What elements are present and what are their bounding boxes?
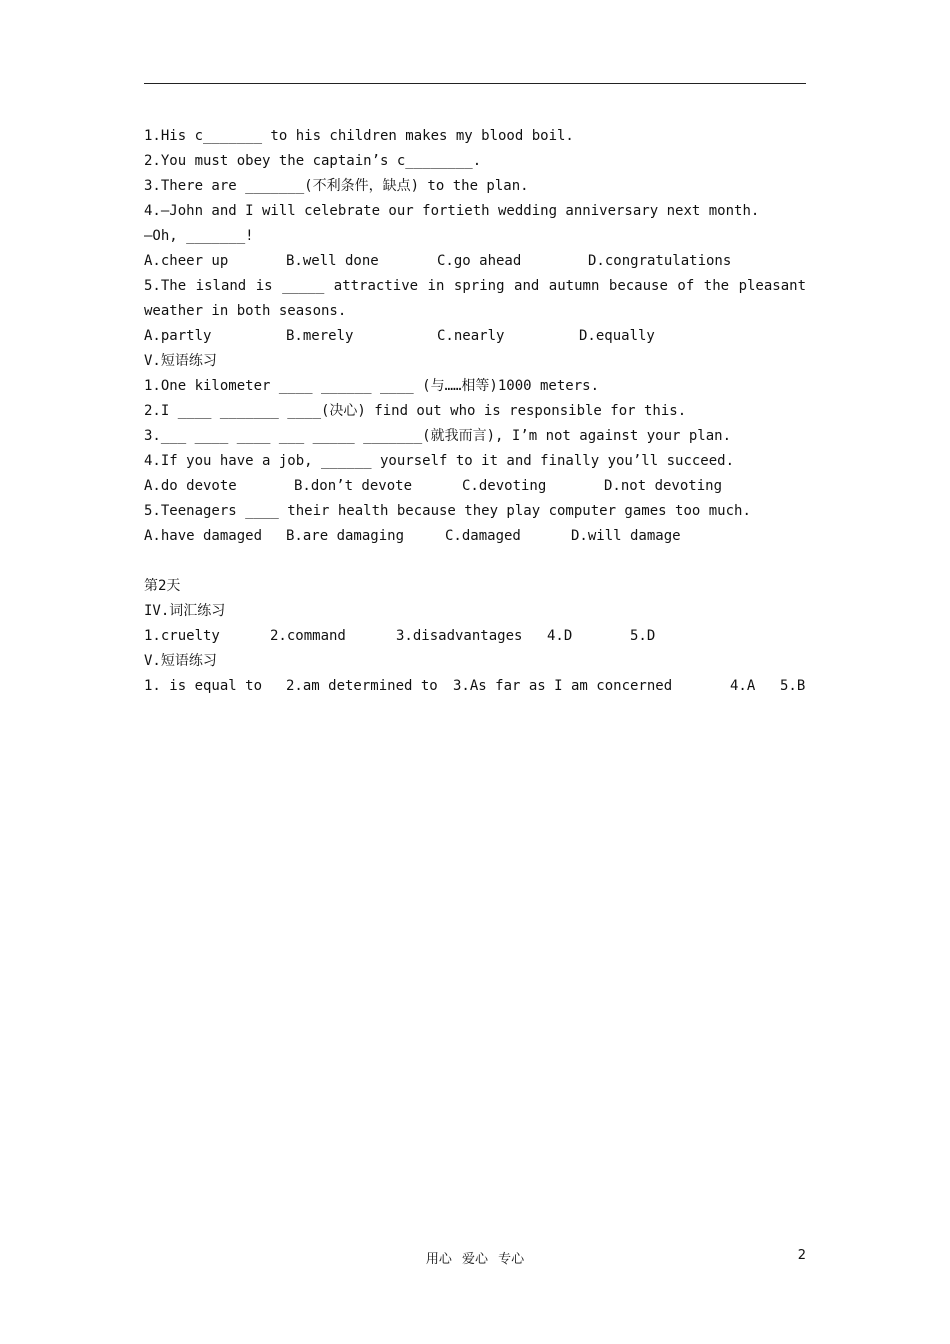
option: C.nearly [437, 328, 505, 344]
option: A.do devote [144, 478, 237, 494]
question-line: 2.You must obey the captain’s c________. [144, 153, 482, 169]
option: C.devoting [462, 478, 547, 494]
question-line: weather in both seasons. [144, 303, 347, 319]
document-body [144, 124, 806, 699]
spacer [144, 549, 806, 574]
answer: 5.B [780, 678, 806, 694]
question-line: 3.___ ____ ____ ___ _____ _______(就我而言), I’m not against your plan. [144, 428, 732, 444]
option: B.merely [286, 328, 354, 344]
option: B.well done [286, 253, 379, 269]
section-heading: V.短语练习 [144, 653, 217, 669]
option: D.equally [579, 328, 655, 344]
v-answers [144, 674, 806, 699]
option: B.are damaging [286, 528, 405, 544]
section-heading: IV.词汇练习 [144, 603, 226, 619]
question-line: 1.One kilometer ____ ______ ____ (与……相等)1000 meters. [144, 378, 600, 394]
page-number: 2 [797, 1248, 806, 1263]
question-line: 3.There are _______(不利条件，缺点) to the plan. [144, 178, 529, 194]
option: D.not devoting [604, 478, 723, 494]
question-line: 5.Teenagers ____ their health because they play computer games too much. [144, 503, 751, 519]
option: A.partly [144, 328, 212, 344]
question-line: 4.—John and I will celebrate our fortieth wedding anniversary next month. [144, 203, 760, 219]
day-heading: 第2天 [144, 578, 181, 594]
answer: 5.D [630, 628, 656, 644]
question-line: 4.If you have a job, ______ yourself to it and finally you’ll succeed. [144, 453, 735, 469]
option: C.damaged [445, 528, 521, 544]
footer-motto: 用心 爱心 专心 [425, 1252, 525, 1267]
answer: 4.D [547, 628, 573, 644]
answer: 2.command [270, 628, 346, 644]
question-line: 1.His c_______ to his children makes my blood boil. [144, 128, 574, 144]
q5-options [144, 324, 806, 349]
option: A.have damaged [144, 528, 263, 544]
v4-options [144, 474, 806, 499]
answer: 3.disadvantages [396, 628, 523, 644]
option: D.congratulations [588, 253, 732, 269]
header-rule [144, 83, 806, 84]
answer: 3.As far as I am concerned [453, 678, 673, 694]
question-line: —Oh, _______! [144, 228, 254, 244]
v5-options [144, 524, 806, 549]
answer: 1.cruelty [144, 628, 220, 644]
option: B.don’t devote [294, 478, 413, 494]
option: A.cheer up [144, 253, 229, 269]
iv-answers [144, 624, 806, 649]
q4-options [144, 249, 806, 274]
answer: 1. is equal to [144, 678, 263, 694]
question-line: 5.The island is _____ attractive in spring and autumn because of the pleasant [144, 278, 806, 294]
question-line: 2.I ____ _______ ____(决心) find out who is responsible for this. [144, 403, 687, 419]
section-heading: V.短语练习 [144, 353, 217, 369]
option: D.will damage [571, 528, 681, 544]
answer: 2.am determined to [286, 678, 438, 694]
answer: 4.A [730, 678, 756, 694]
option: C.go ahead [437, 253, 522, 269]
